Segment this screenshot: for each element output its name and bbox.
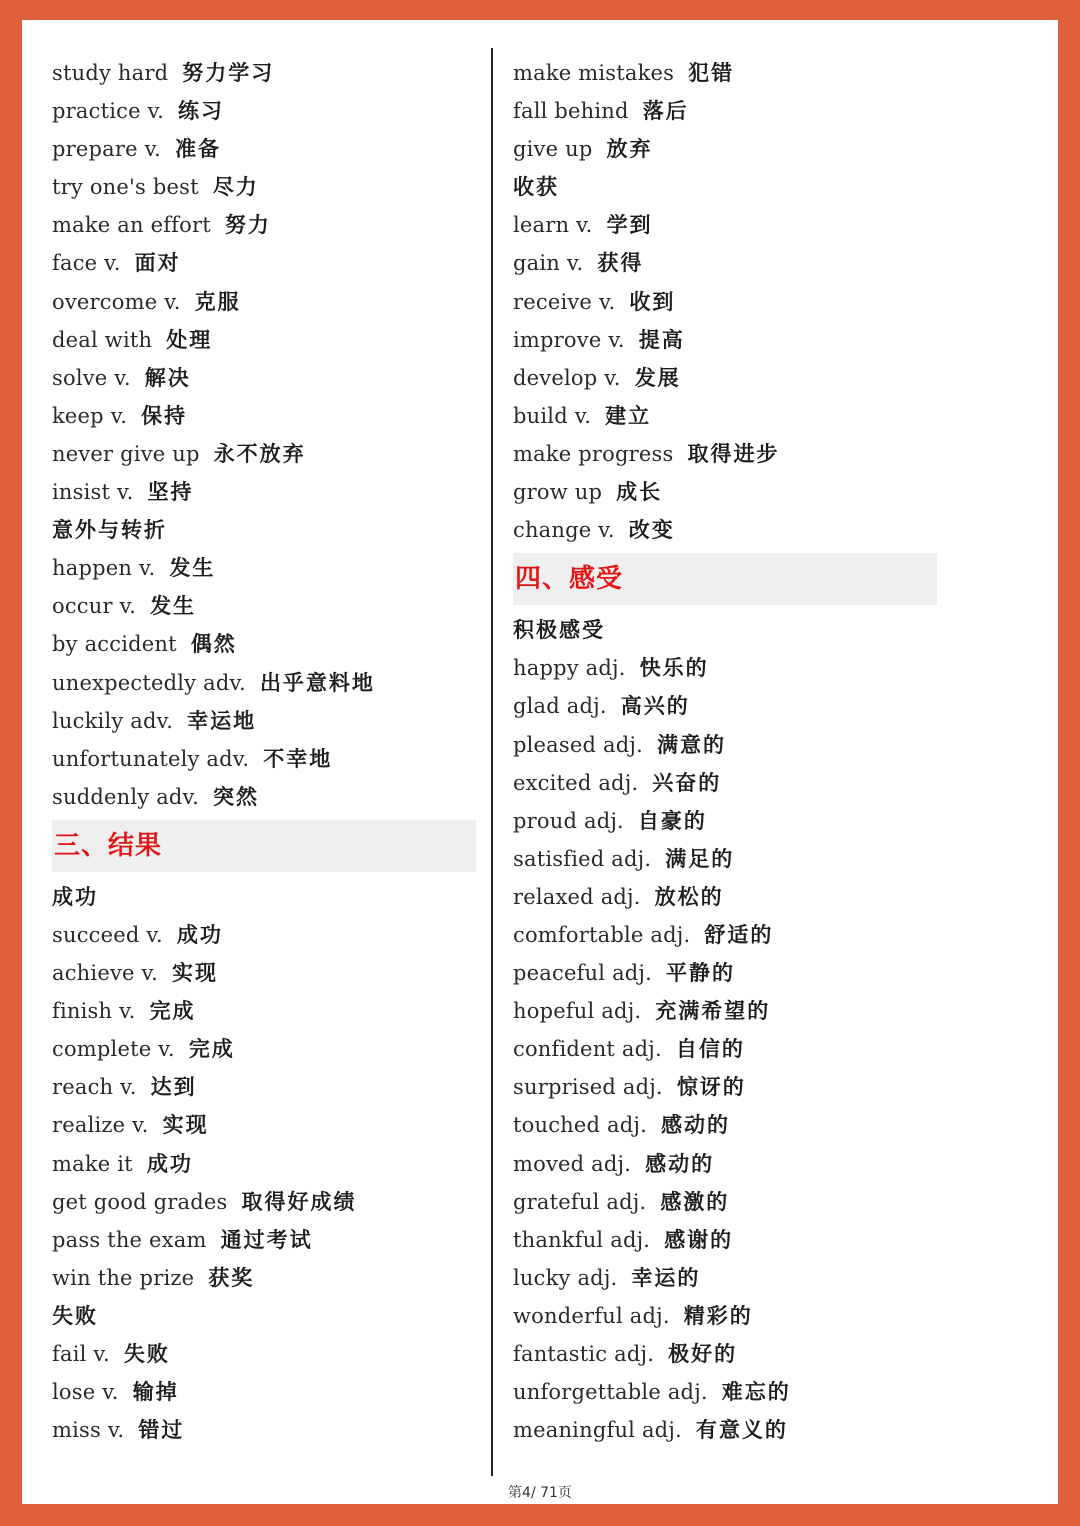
- vocab-entry: [52, 321, 476, 359]
- chinese-meaning: 感动的: [645, 1150, 715, 1176]
- vocab-entry: [513, 954, 943, 992]
- vocab-entry: [52, 54, 476, 92]
- vocab-entry: [513, 1335, 943, 1373]
- english-term: happen v.: [52, 556, 156, 581]
- vocab-entry: [513, 992, 943, 1030]
- subheading: 积极感受: [513, 617, 605, 643]
- english-term: relaxed adj.: [513, 884, 641, 909]
- vocab-entry: [513, 130, 943, 168]
- english-term: make mistakes: [513, 61, 675, 85]
- vocab-entry: [513, 1183, 943, 1221]
- english-term: get good grades: [52, 1189, 228, 1214]
- english-term: win the prize: [52, 1265, 195, 1290]
- vocab-entry: [513, 726, 943, 764]
- chinese-meaning: 不幸地: [263, 745, 333, 771]
- vocab-entry: [52, 954, 476, 992]
- vocab-entry: [513, 1373, 943, 1411]
- chinese-meaning: 满足的: [665, 845, 735, 871]
- chinese-meaning: 坚持: [147, 479, 194, 505]
- english-term: solve v.: [52, 365, 131, 390]
- chinese-meaning: 努力: [224, 212, 271, 238]
- vocab-entry: [513, 359, 943, 397]
- chinese-meaning: 提高: [638, 326, 685, 352]
- chinese-meaning: 准备: [175, 136, 222, 162]
- subheading: 失败: [52, 1302, 98, 1328]
- english-term: study hard: [52, 61, 169, 85]
- english-term: unexpectedly adv.: [52, 670, 246, 695]
- chinese-meaning: 实现: [162, 1112, 209, 1138]
- vocab-entry: [52, 625, 476, 663]
- chinese-meaning: 发展: [634, 364, 681, 390]
- subheading: 意外与转折: [52, 517, 167, 543]
- left-column: [52, 54, 476, 1449]
- chinese-meaning: 保持: [141, 402, 188, 428]
- vocab-entry: [52, 1259, 476, 1297]
- english-term: lose v.: [52, 1380, 119, 1405]
- chinese-meaning: 感动的: [661, 1112, 730, 1138]
- english-term: deal with: [52, 327, 153, 352]
- vocab-entry: [513, 1106, 943, 1144]
- chinese-meaning: 高兴的: [620, 693, 690, 719]
- chinese-meaning: 出乎意料地: [259, 669, 375, 695]
- vocab-entry: [52, 1411, 476, 1449]
- english-term: moved adj.: [513, 1151, 632, 1176]
- english-term: peaceful adj.: [513, 961, 653, 986]
- subheading: 收获: [513, 174, 559, 200]
- chinese-meaning: 成长: [616, 479, 663, 505]
- chinese-meaning: 惊讶的: [676, 1074, 746, 1100]
- chinese-meaning: 成功: [176, 921, 223, 947]
- chinese-meaning: 收到: [629, 288, 676, 314]
- english-term: glad adj.: [513, 694, 607, 719]
- english-term: surprised adj.: [513, 1075, 663, 1100]
- chinese-meaning: 幸运的: [631, 1264, 701, 1290]
- vocab-entry: [52, 1183, 476, 1221]
- english-term: happy adj.: [513, 656, 626, 681]
- chinese-meaning: 处理: [166, 326, 213, 352]
- chinese-meaning: 发生: [150, 593, 197, 619]
- chinese-meaning: 面对: [134, 250, 181, 276]
- vocab-entry: [52, 1221, 476, 1259]
- english-term: finish v.: [52, 999, 136, 1024]
- chinese-meaning: 感谢的: [664, 1226, 734, 1252]
- vocab-entry: [513, 649, 943, 687]
- vocab-entry: [52, 664, 476, 702]
- vocab-entry: [52, 473, 476, 511]
- vocab-entry: [52, 1030, 476, 1068]
- chinese-meaning: 学到: [606, 212, 653, 238]
- chinese-meaning: 取得进步: [687, 440, 780, 466]
- english-term: lucky adj.: [513, 1265, 618, 1290]
- vocab-entry: [52, 587, 476, 625]
- chinese-meaning: 完成: [149, 998, 196, 1024]
- chinese-meaning: 永不放弃: [213, 440, 306, 466]
- english-term: prepare v.: [52, 137, 162, 162]
- english-term: pleased adj.: [513, 732, 643, 757]
- english-term: give up: [513, 137, 593, 162]
- english-term: thankful adj.: [513, 1227, 651, 1252]
- chinese-meaning: 输掉: [132, 1379, 179, 1405]
- vocab-entry: [52, 435, 476, 473]
- english-term: develop v.: [513, 365, 621, 390]
- chinese-meaning: 充满希望的: [655, 998, 771, 1024]
- chinese-meaning: 精彩的: [683, 1302, 753, 1328]
- vocab-entry: [52, 702, 476, 740]
- vocab-entry: [52, 283, 476, 321]
- chinese-meaning: 尽力: [212, 174, 259, 200]
- english-term: grow up: [513, 480, 603, 505]
- vocab-entry: [513, 321, 943, 359]
- chinese-meaning: 获奖: [208, 1264, 255, 1290]
- vocab-entry: [52, 778, 476, 816]
- vocab-entry: [52, 549, 476, 587]
- chinese-meaning: 努力学习: [182, 60, 275, 85]
- english-term: make an effort: [52, 213, 211, 238]
- english-term: complete v.: [52, 1037, 175, 1062]
- english-term: never give up: [52, 441, 200, 466]
- vocab-entry: [52, 1145, 476, 1183]
- column-divider: [491, 48, 493, 1476]
- english-term: fall behind: [513, 99, 629, 124]
- vocab-entry: [52, 1106, 476, 1144]
- vocab-entry: [513, 840, 943, 878]
- english-term: practice v.: [52, 99, 165, 124]
- chinese-meaning: 达到: [150, 1074, 197, 1100]
- english-term: face v.: [52, 251, 121, 276]
- chinese-meaning: 快乐的: [639, 655, 709, 681]
- chinese-meaning: 自豪的: [637, 807, 707, 833]
- english-term: realize v.: [52, 1113, 149, 1138]
- vocab-entry: [513, 916, 943, 954]
- english-term: change v.: [513, 518, 615, 543]
- english-term: touched adj.: [513, 1113, 647, 1138]
- vocab-entry: [52, 206, 476, 244]
- english-term: fail v.: [52, 1342, 110, 1366]
- english-term: succeed v.: [52, 922, 163, 947]
- vocab-entry: [513, 397, 943, 435]
- vocab-entry: [52, 244, 476, 282]
- vocab-entry: [513, 1411, 943, 1449]
- english-term: gain v.: [513, 251, 584, 276]
- page-number: 第4/ 71页: [508, 1485, 572, 1501]
- chinese-meaning: 突然: [213, 783, 260, 809]
- vocab-entry: [513, 1297, 943, 1335]
- vocab-entry: [52, 130, 476, 168]
- chinese-meaning: 幸运地: [187, 707, 257, 733]
- chinese-meaning: 建立: [605, 402, 652, 428]
- vocab-entry: [52, 916, 476, 954]
- chinese-meaning: 克服: [194, 288, 241, 314]
- vocab-entry: [513, 92, 943, 130]
- vocab-entry: [513, 473, 943, 511]
- chinese-meaning: 练习: [178, 98, 225, 124]
- english-term: wonderful adj.: [513, 1303, 670, 1328]
- vocab-entry: [52, 992, 476, 1030]
- chinese-meaning: 满意的: [656, 731, 726, 757]
- chinese-meaning: 偶然: [190, 631, 237, 657]
- english-term: grateful adj.: [513, 1189, 647, 1214]
- english-term: unfortunately adv.: [52, 746, 250, 771]
- english-term: meaningful adj.: [513, 1418, 682, 1443]
- english-term: achieve v.: [52, 961, 158, 986]
- vocab-entry: [52, 740, 476, 778]
- vocab-entry: [513, 687, 943, 725]
- vocab-entry: [52, 1068, 476, 1106]
- chinese-meaning: 放松的: [654, 883, 724, 909]
- vocab-entry: [513, 1221, 943, 1259]
- chinese-meaning: 落后: [642, 98, 689, 124]
- vocab-entry: [52, 1373, 476, 1411]
- english-term: make progress: [513, 441, 674, 466]
- english-term: improve v.: [513, 327, 625, 352]
- english-term: miss v.: [52, 1418, 125, 1443]
- vocab-entry: [513, 283, 943, 321]
- english-term: confident adj.: [513, 1037, 662, 1062]
- english-term: insist v.: [52, 480, 134, 505]
- chinese-meaning: 舒适的: [704, 921, 774, 947]
- english-term: fantastic adj.: [513, 1342, 655, 1366]
- english-term: reach v.: [52, 1075, 137, 1100]
- vocab-entry: [513, 802, 943, 840]
- subheading: 成功: [52, 883, 98, 909]
- chinese-meaning: 平静的: [666, 960, 736, 986]
- chinese-meaning: 解决: [144, 364, 191, 390]
- vocab-entry: [513, 511, 943, 549]
- vocab-entry: [513, 1259, 943, 1297]
- english-term: pass the exam: [52, 1227, 207, 1252]
- vocab-entry: [52, 168, 476, 206]
- chinese-meaning: 完成: [188, 1036, 235, 1062]
- english-term: learn v.: [513, 213, 593, 238]
- vocab-entry: [52, 1335, 476, 1373]
- vocab-entry: [52, 359, 476, 397]
- english-term: comfortable adj.: [513, 922, 691, 947]
- english-term: by accident: [52, 632, 177, 657]
- vocab-entry: [513, 435, 943, 473]
- chinese-meaning: 获得: [597, 250, 644, 276]
- vocab-entry: [513, 1030, 943, 1068]
- english-term: suddenly adv.: [52, 784, 200, 809]
- vocab-entry: [513, 54, 943, 92]
- section-heading: 三、结果: [52, 820, 476, 872]
- vocab-entry: [513, 878, 943, 916]
- chinese-meaning: 成功: [146, 1150, 193, 1176]
- english-term: try one's best: [52, 175, 199, 200]
- english-term: proud adj.: [513, 808, 624, 833]
- english-term: excited adj.: [513, 770, 639, 795]
- vocab-entry: [513, 206, 943, 244]
- chinese-meaning: 取得好成绩: [241, 1188, 357, 1214]
- vocab-entry: [513, 764, 943, 802]
- chinese-meaning: 发生: [169, 555, 216, 581]
- right-column: [513, 54, 943, 1449]
- english-term: keep v.: [52, 403, 128, 428]
- chinese-meaning: 感激的: [660, 1188, 730, 1214]
- english-term: build v.: [513, 403, 592, 428]
- document-page: [22, 20, 1058, 1504]
- chinese-meaning: 极好的: [668, 1341, 738, 1366]
- english-term: overcome v.: [52, 289, 181, 314]
- chinese-meaning: 错过: [138, 1417, 185, 1443]
- chinese-meaning: 难忘的: [721, 1379, 791, 1405]
- english-term: satisfied adj.: [513, 846, 652, 871]
- vocab-entry: [52, 92, 476, 130]
- english-term: make it: [52, 1151, 133, 1176]
- english-term: luckily adv.: [52, 708, 174, 733]
- english-term: occur v.: [52, 594, 137, 619]
- chinese-meaning: 有意义的: [695, 1417, 788, 1443]
- vocab-entry: [52, 397, 476, 435]
- chinese-meaning: 失败: [123, 1341, 170, 1366]
- english-term: hopeful adj.: [513, 999, 642, 1024]
- vocab-entry: [513, 1145, 943, 1183]
- vocab-entry: [513, 1068, 943, 1106]
- chinese-meaning: 犯错: [688, 60, 735, 85]
- chinese-meaning: 实现: [171, 960, 218, 986]
- english-term: receive v.: [513, 289, 616, 314]
- chinese-meaning: 改变: [628, 517, 675, 543]
- chinese-meaning: 自信的: [675, 1036, 745, 1062]
- section-heading: 四、感受: [513, 553, 937, 605]
- chinese-meaning: 兴奋的: [652, 769, 722, 795]
- english-term: unforgettable adj.: [513, 1380, 708, 1405]
- chinese-meaning: 通过考试: [220, 1226, 313, 1252]
- chinese-meaning: 放弃: [606, 136, 653, 162]
- vocab-entry: [513, 244, 943, 282]
